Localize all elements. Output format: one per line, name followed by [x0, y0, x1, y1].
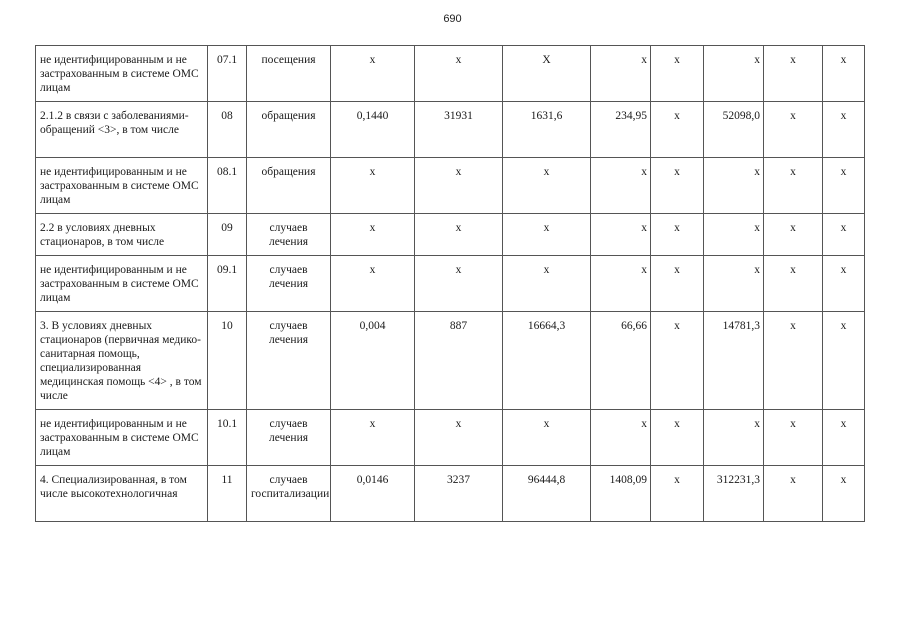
value-cell: х [823, 256, 865, 312]
value-cell: 96444,8 [503, 466, 591, 522]
value-cell: х [764, 46, 823, 102]
value-cell: х [651, 214, 704, 256]
row-unit-cell: обращения [247, 158, 331, 214]
value-cell: х [415, 256, 503, 312]
row-label-cell: 2.1.2 в связи с заболеваниями-обращений <3>, в том числе [36, 102, 208, 158]
table-row [36, 158, 865, 214]
value-cell: х [591, 410, 651, 466]
value-cell: х [651, 410, 704, 466]
value-cell: 52098,0 [704, 102, 764, 158]
row-code-cell: 08 [208, 102, 247, 158]
row-code-cell: 08.1 [208, 158, 247, 214]
table-row [36, 46, 865, 102]
value-cell: х [415, 214, 503, 256]
table-row [36, 102, 865, 158]
table-row [36, 410, 865, 466]
value-cell: 14781,3 [704, 312, 764, 410]
value-cell: х [651, 46, 704, 102]
row-unit-cell: случаев госпитализации [247, 466, 331, 522]
row-unit-cell: случаев лечения [247, 256, 331, 312]
value-cell: х [591, 46, 651, 102]
value-cell: Х [503, 46, 591, 102]
row-code-cell: 09.1 [208, 256, 247, 312]
value-cell: х [704, 410, 764, 466]
value-cell: 3237 [415, 466, 503, 522]
value-cell: х [331, 158, 415, 214]
row-label-cell: не идентифицированным и не застрахованным в системе ОМС лицам [36, 158, 208, 214]
value-cell: х [591, 256, 651, 312]
value-cell: х [823, 312, 865, 410]
row-label-cell: не идентифицированным и не застрахованным в системе ОМС лицам [36, 46, 208, 102]
value-cell: 1631,6 [503, 102, 591, 158]
value-cell: х [764, 312, 823, 410]
row-unit-cell: посещения [247, 46, 331, 102]
value-cell: 0,004 [331, 312, 415, 410]
value-cell: х [415, 46, 503, 102]
data-table [35, 45, 865, 522]
value-cell: х [704, 46, 764, 102]
value-cell: х [823, 410, 865, 466]
value-cell: х [415, 158, 503, 214]
row-label-cell: 3. В условиях дневных стационаров (первичная медико-санитарная помощь, специализированная медицинская помощь <4> , в том числе [36, 312, 208, 410]
value-cell: х [704, 158, 764, 214]
table-row [36, 214, 865, 256]
value-cell: х [503, 256, 591, 312]
value-cell: х [704, 256, 764, 312]
value-cell: х [651, 158, 704, 214]
row-unit-cell: случаев лечения [247, 312, 331, 410]
table-row [36, 466, 865, 522]
row-label-cell: не идентифицированным и не застрахованным в системе ОМС лицам [36, 410, 208, 466]
value-cell: 0,1440 [331, 102, 415, 158]
row-unit-cell: случаев лечения [247, 214, 331, 256]
row-code-cell: 10 [208, 312, 247, 410]
value-cell: х [331, 256, 415, 312]
value-cell: х [331, 46, 415, 102]
value-cell: 887 [415, 312, 503, 410]
value-cell: х [764, 214, 823, 256]
value-cell: 0,0146 [331, 466, 415, 522]
value-cell: х [591, 214, 651, 256]
table-body [36, 46, 865, 522]
value-cell: х [503, 214, 591, 256]
value-cell: х [823, 214, 865, 256]
value-cell: х [651, 102, 704, 158]
value-cell: х [823, 158, 865, 214]
row-label-cell: не идентифицированным и не застрахованным в системе ОМС лицам [36, 256, 208, 312]
value-cell: 234,95 [591, 102, 651, 158]
value-cell: х [823, 466, 865, 522]
value-cell: х [764, 466, 823, 522]
value-cell: х [823, 102, 865, 158]
value-cell: х [651, 256, 704, 312]
value-cell: х [331, 410, 415, 466]
row-code-cell: 09 [208, 214, 247, 256]
value-cell: х [591, 158, 651, 214]
value-cell: х [764, 410, 823, 466]
table-row [36, 312, 865, 410]
value-cell: х [764, 158, 823, 214]
row-code-cell: 07.1 [208, 46, 247, 102]
value-cell: х [331, 214, 415, 256]
row-label-cell: 2.2 в условиях дневных стационаров, в том числе [36, 214, 208, 256]
value-cell: х [764, 102, 823, 158]
value-cell: х [503, 158, 591, 214]
value-cell: х [651, 466, 704, 522]
value-cell: 31931 [415, 102, 503, 158]
row-unit-cell: обращения [247, 102, 331, 158]
row-label-cell: 4. Специализированная, в том числе высокотехнологичная [36, 466, 208, 522]
value-cell: 66,66 [591, 312, 651, 410]
value-cell: х [503, 410, 591, 466]
row-unit-cell: случаев лечения [247, 410, 331, 466]
row-code-cell: 11 [208, 466, 247, 522]
value-cell: х [651, 312, 704, 410]
value-cell: 16664,3 [503, 312, 591, 410]
value-cell: х [764, 256, 823, 312]
row-code-cell: 10.1 [208, 410, 247, 466]
value-cell: х [415, 410, 503, 466]
table-row [36, 256, 865, 312]
page-number: 690 [443, 13, 462, 25]
value-cell: х [704, 214, 764, 256]
value-cell: 312231,3 [704, 466, 764, 522]
value-cell: 1408,09 [591, 466, 651, 522]
value-cell: х [823, 46, 865, 102]
